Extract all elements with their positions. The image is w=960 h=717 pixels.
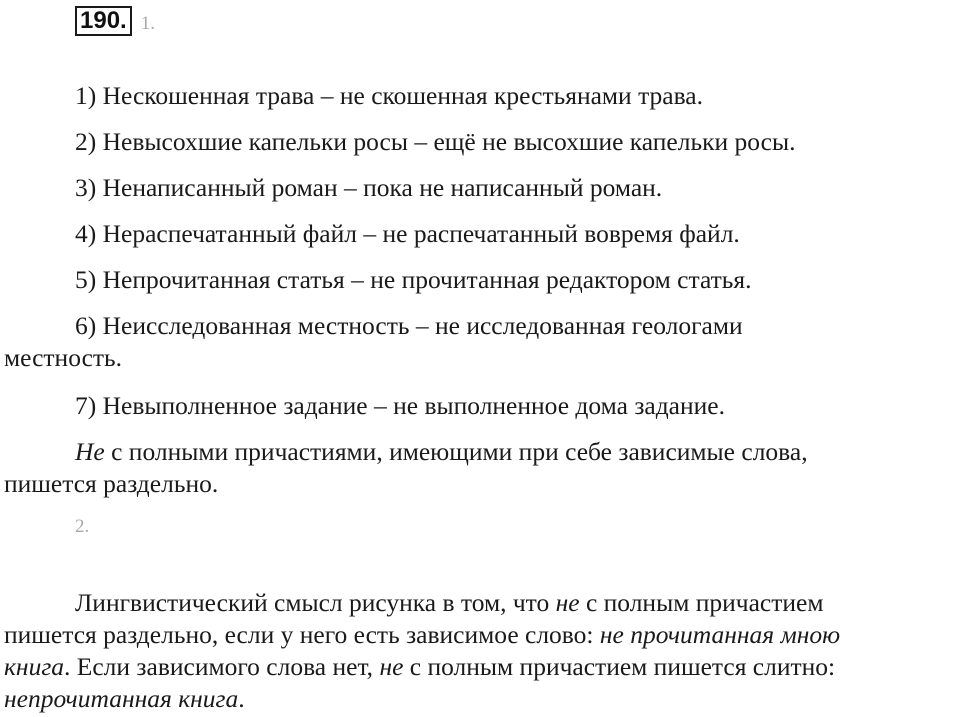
- item-1: 1) Нескошенная трава – не скошенная крестьянами трава.: [75, 81, 703, 110]
- task-header: [75, 4, 155, 38]
- part-2-line-1: [4, 587, 960, 619]
- part-2-line-1-italic: не: [555, 588, 580, 617]
- part-2-line-3-a: . Если зависимого слова нет,: [64, 652, 380, 681]
- item-6-line-1: 6) Неисследованная местность – не исследованная геологами: [75, 311, 743, 340]
- part-2-paragraph: [4, 587, 960, 715]
- item-2: 2) Невысохшие капельки росы – ещё не высохшие капельки росы.: [75, 127, 796, 156]
- task-number-box: 190.: [75, 6, 132, 36]
- item-3: 3) Ненаписанный роман – пока не написанный роман.: [75, 173, 663, 202]
- part-2-label: 2.: [75, 516, 90, 537]
- item-4: 4) Нераспечатанный файл – не распечатанный вовремя файл.: [75, 219, 740, 248]
- part-2-line-3: [4, 651, 960, 683]
- rule-line-1-text: с полными причастиями, имеющими при себе зависимые слова,: [104, 437, 808, 466]
- item-6: [4, 310, 960, 374]
- item-5: 5) Непрочитанная статья – не прочитанная редактором статья.: [75, 265, 752, 294]
- part-2-line-2-italic: не прочитанная мною: [599, 620, 841, 649]
- part-2-line-3-italic-1: книга: [4, 652, 65, 681]
- rule-italic-word: Не: [75, 437, 105, 466]
- item-7: 7) Невыполненное задание – не выполненное дома задание.: [75, 391, 725, 420]
- part-2-line-2-a: пишется раздельно, если у него есть зависимое слово:: [4, 620, 600, 649]
- part-2-line-1-a: Лингвистический смысл рисунка в том, что: [75, 588, 556, 617]
- part-2-line-2: [4, 619, 960, 651]
- part-1-label: 1.: [140, 13, 155, 34]
- part-2-line-1-b: с полным причастием: [579, 588, 824, 617]
- rule-line-2: пишется раздельно.: [4, 469, 219, 498]
- part-2-line-3-b: с полным причастием пишется слитно:: [403, 652, 836, 681]
- part-2-line-4: [4, 683, 960, 715]
- part-2-line-4-end: .: [238, 684, 245, 713]
- rule-paragraph: [4, 436, 960, 500]
- item-6-line-2: местность.: [4, 343, 123, 372]
- rule-line-1: [4, 436, 960, 468]
- part-2-line-4-italic: непрочитанная книга: [4, 684, 239, 713]
- part-2-line-3-italic-2: не: [379, 652, 404, 681]
